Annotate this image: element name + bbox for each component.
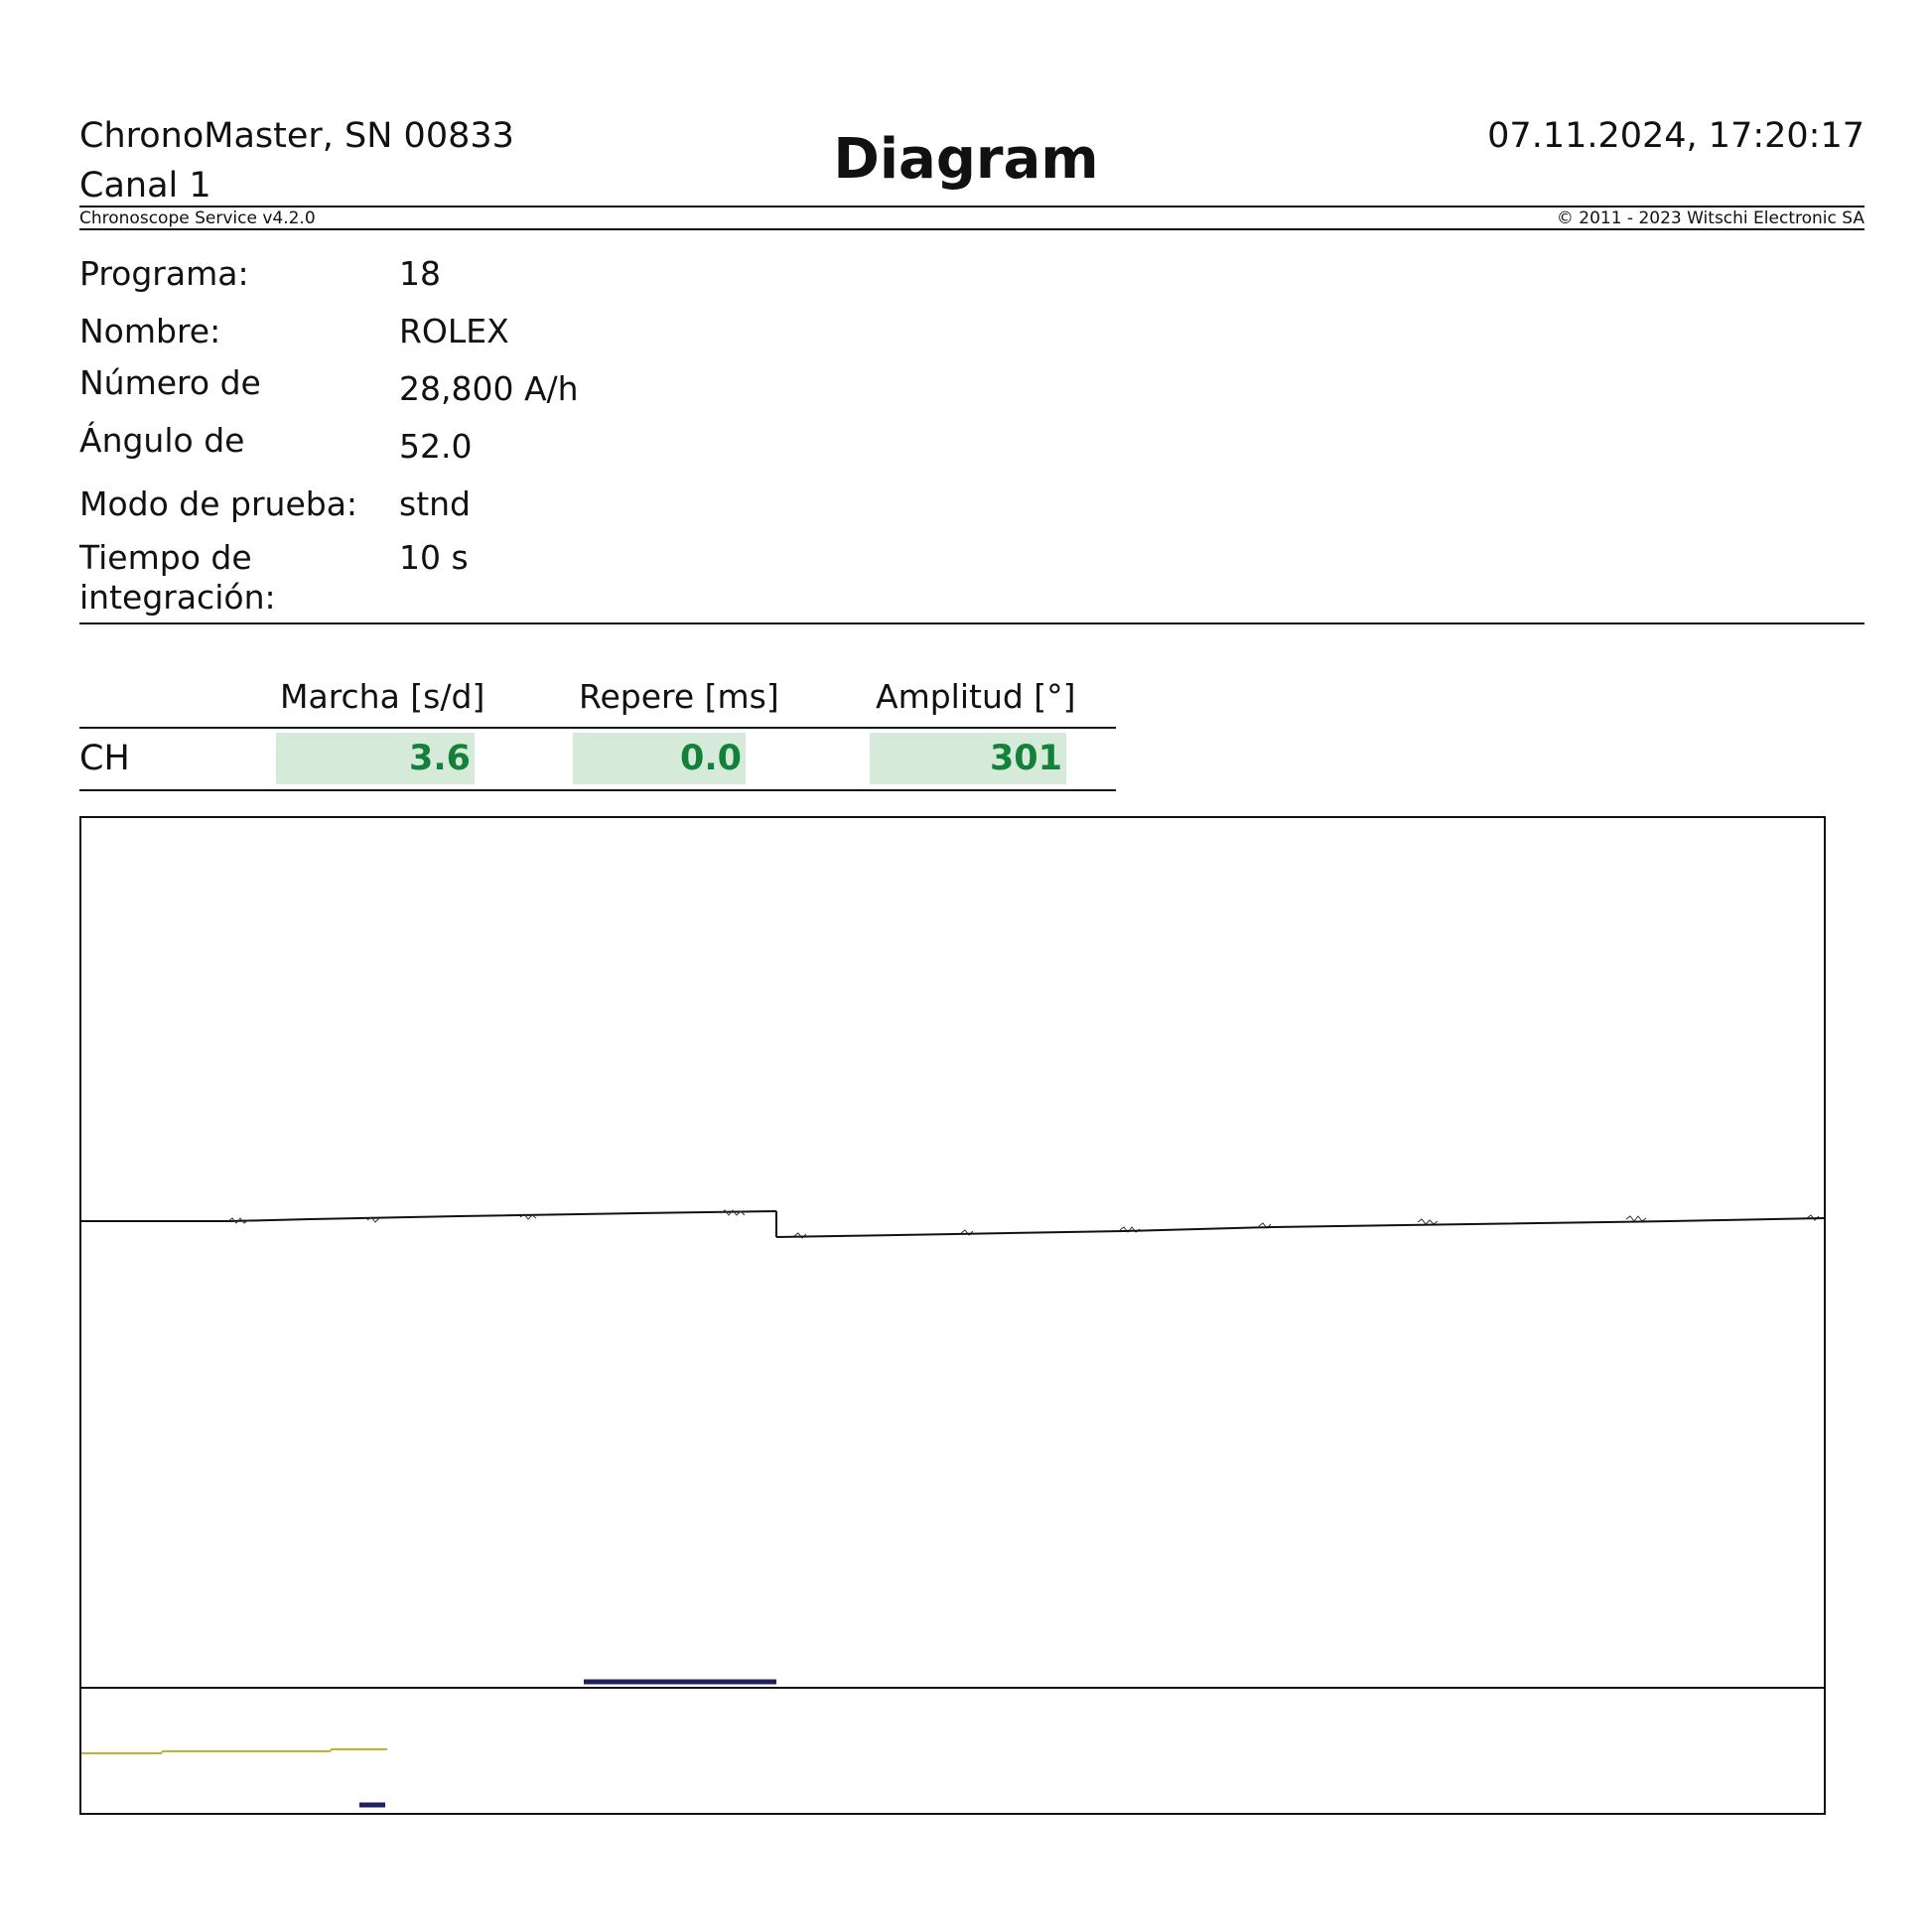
rate-trace-left: [81, 1211, 776, 1221]
tiempo-label: [79, 538, 276, 618]
page-title: Diagram: [833, 127, 1099, 192]
amplitude-trace: [81, 1749, 387, 1753]
tiempo-value: 10 s: [399, 538, 469, 577]
row-label-ch: CH: [79, 739, 130, 778]
numero-label: Número de: [79, 363, 261, 402]
col-repere-header: Repere [ms]: [579, 677, 779, 716]
amplitud-value: 301: [870, 733, 1066, 784]
modo-value: stnd: [399, 484, 471, 523]
tiempo-label-line2: integración:: [79, 578, 276, 617]
software-version: Chronoscope Service v4.2.0: [79, 208, 316, 228]
angulo-label: Ángulo de: [79, 421, 245, 460]
diagram-svg: [81, 818, 1824, 1813]
trace-noise: [228, 1210, 1819, 1238]
timing-diagram: [79, 816, 1826, 1815]
nombre-value: ROLEX: [399, 312, 509, 350]
programa-label: Programa:: [79, 254, 249, 293]
header-divider-top: [79, 206, 1864, 207]
nombre-label: Nombre:: [79, 312, 221, 350]
report-datetime: 07.11.2024, 17:20:17: [1487, 116, 1864, 156]
rate-trace-right: [776, 1218, 1824, 1237]
marcha-value: 3.6: [276, 733, 475, 784]
info-divider: [79, 622, 1864, 624]
header-divider-bottom: [79, 228, 1864, 230]
modo-label: Modo de prueba:: [79, 484, 358, 523]
repere-value: 0.0: [573, 733, 746, 784]
copyright-text: © 2011 - 2023 Witschi Electronic SA: [1556, 208, 1864, 228]
channel-label: Canal 1: [79, 166, 211, 206]
col-amplitud-header: Amplitud [°]: [876, 677, 1076, 716]
col-marcha-header: Marcha [s/d]: [280, 677, 485, 716]
device-name: ChronoMaster, SN 00833: [79, 116, 514, 156]
angulo-value: 52.0: [399, 427, 473, 466]
programa-value: 18: [399, 254, 441, 293]
numero-value: 28,800 A/h: [399, 369, 579, 408]
results-divider-top: [79, 727, 1116, 729]
tiempo-label-line1: Tiempo de: [79, 538, 252, 577]
results-divider-bottom: [79, 789, 1116, 791]
